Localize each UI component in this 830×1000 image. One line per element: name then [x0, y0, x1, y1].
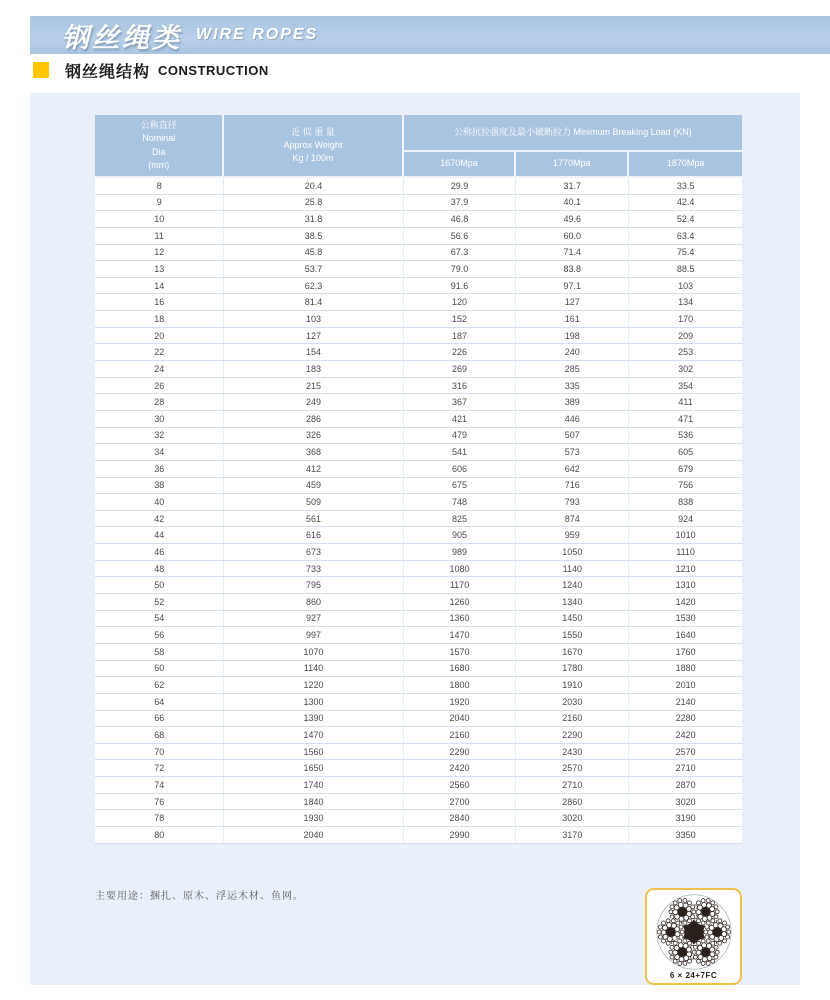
table-cell: 12 [95, 245, 224, 262]
table-cell: 60.0 [516, 228, 629, 245]
table-row [95, 694, 742, 711]
table-row [95, 478, 742, 495]
table-cell: 2860 [516, 794, 629, 811]
table-row [95, 777, 742, 794]
header-breaking-load-group: 公称抗拉强度及最小破断拉力 Minimum Breaking Load (KN) [404, 115, 742, 152]
page-banner [30, 16, 830, 54]
table-cell: 2990 [404, 827, 517, 844]
header-line: 近 似 重 量 [291, 126, 335, 137]
table-cell: 1450 [516, 611, 629, 628]
table-cell: 997 [224, 627, 403, 644]
table-cell: 30 [95, 411, 224, 428]
table-cell: 1800 [404, 677, 517, 694]
table-cell: 1210 [629, 561, 742, 578]
table-cell: 103 [629, 278, 742, 295]
table-row [95, 195, 742, 212]
table-cell: 606 [404, 461, 517, 478]
header-grade-1770: 1770Mpa [516, 152, 629, 178]
table-cell: 68 [95, 727, 224, 744]
table-row [95, 661, 742, 678]
table-row [95, 594, 742, 611]
table-cell: 20.4 [224, 178, 403, 195]
table-cell: 152 [404, 311, 517, 328]
table-cell: 2700 [404, 794, 517, 811]
table-row [95, 378, 742, 395]
table-cell: 209 [629, 328, 742, 345]
table-cell: 198 [516, 328, 629, 345]
table-cell: 63.4 [629, 228, 742, 245]
table-cell: 183 [224, 361, 403, 378]
header-grade-1870: 1870Mpa [629, 152, 742, 178]
table-cell: 240 [516, 344, 629, 361]
table-cell: 605 [629, 444, 742, 461]
table-cell: 642 [516, 461, 629, 478]
table-cell: 1080 [404, 561, 517, 578]
table-row [95, 178, 742, 195]
table-cell: 748 [404, 494, 517, 511]
table-row [95, 577, 742, 594]
table-cell: 1470 [224, 727, 403, 744]
table-cell: 29.9 [404, 178, 517, 195]
table-cell: 62.3 [224, 278, 403, 295]
table-cell: 412 [224, 461, 403, 478]
table-cell: 40 [95, 494, 224, 511]
table-cell: 905 [404, 527, 517, 544]
table-row [95, 711, 742, 728]
table-row [95, 810, 742, 827]
table-row [95, 827, 742, 844]
table-header [95, 115, 742, 178]
table-cell: 1650 [224, 760, 403, 777]
table-cell: 249 [224, 394, 403, 411]
content-panel [30, 93, 800, 985]
table-cell: 1110 [629, 544, 742, 561]
table-cell: 13 [95, 261, 224, 278]
table-row [95, 561, 742, 578]
usage-note: 主要用途：捆扎、原木、浮运木材、鱼网。 [95, 891, 304, 902]
table-cell: 31.7 [516, 178, 629, 195]
table-cell: 1240 [516, 577, 629, 594]
table-cell: 134 [629, 294, 742, 311]
table-row [95, 627, 742, 644]
table-cell: 1300 [224, 694, 403, 711]
table-cell: 1140 [516, 561, 629, 578]
table-row [95, 794, 742, 811]
table-cell: 1140 [224, 661, 403, 678]
table-cell: 42 [95, 511, 224, 528]
table-row [95, 261, 742, 278]
table-cell: 2710 [516, 777, 629, 794]
header-line: Nominal [142, 133, 176, 144]
table-cell: 573 [516, 444, 629, 461]
table-cell: 1010 [629, 527, 742, 544]
table-cell: 2560 [404, 777, 517, 794]
table-cell: 42.4 [629, 195, 742, 212]
table-cell: 302 [629, 361, 742, 378]
table-row [95, 394, 742, 411]
table-row [95, 544, 742, 561]
table-cell: 46 [95, 544, 224, 561]
table-cell: 2430 [516, 744, 629, 761]
table-cell: 1070 [224, 644, 403, 661]
table-cell: 2040 [224, 827, 403, 844]
table-cell: 2010 [629, 677, 742, 694]
table-cell: 825 [404, 511, 517, 528]
table-cell: 1930 [224, 810, 403, 827]
table-cell: 1170 [404, 577, 517, 594]
table-cell: 66 [95, 711, 224, 728]
table-cell: 756 [629, 478, 742, 495]
table-cell: 1760 [629, 644, 742, 661]
rope-construction-label: 6 × 24+7FC [669, 971, 718, 980]
table-cell: 3170 [516, 827, 629, 844]
table-cell: 48 [95, 561, 224, 578]
table-cell: 24 [95, 361, 224, 378]
table-cell: 170 [629, 311, 742, 328]
table-cell: 25.8 [224, 195, 403, 212]
table-cell: 33.5 [629, 178, 742, 195]
table-cell: 2870 [629, 777, 742, 794]
table-cell: 675 [404, 478, 517, 495]
table-cell: 446 [516, 411, 629, 428]
table-cell: 1260 [404, 594, 517, 611]
table-cell: 335 [516, 378, 629, 395]
header-line: Kg / 100m [292, 153, 334, 164]
table-cell: 1310 [629, 577, 742, 594]
table-cell: 32 [95, 428, 224, 445]
table-cell: 1670 [516, 644, 629, 661]
table-cell: 421 [404, 411, 517, 428]
table-cell: 1840 [224, 794, 403, 811]
table-cell: 16 [95, 294, 224, 311]
table-row [95, 511, 742, 528]
table-cell: 1680 [404, 661, 517, 678]
table-row [95, 294, 742, 311]
table-cell: 88.5 [629, 261, 742, 278]
table-cell: 367 [404, 394, 517, 411]
table-cell: 679 [629, 461, 742, 478]
table-cell: 3020 [516, 810, 629, 827]
table-cell: 536 [629, 428, 742, 445]
table-cell: 2710 [629, 760, 742, 777]
table-cell: 316 [404, 378, 517, 395]
table-cell: 46.8 [404, 211, 517, 228]
table-cell: 616 [224, 527, 403, 544]
table-cell: 38.5 [224, 228, 403, 245]
header-line: (mm) [148, 159, 170, 170]
table-cell: 31.8 [224, 211, 403, 228]
table-cell: 2420 [404, 760, 517, 777]
table-cell: 11 [95, 228, 224, 245]
table-row [95, 344, 742, 361]
table-cell: 28 [95, 394, 224, 411]
table-cell: 52 [95, 594, 224, 611]
table-cell: 1420 [629, 594, 742, 611]
table-cell: 2040 [404, 711, 517, 728]
table-cell: 1640 [629, 627, 742, 644]
header-line: Dia [151, 146, 166, 157]
table-cell: 509 [224, 494, 403, 511]
table-row [95, 328, 742, 345]
table-cell: 1220 [224, 677, 403, 694]
table-cell: 2160 [516, 711, 629, 728]
table-cell: 52.4 [629, 211, 742, 228]
table-row [95, 744, 742, 761]
table-cell: 2290 [516, 727, 629, 744]
table-row [95, 527, 742, 544]
table-cell: 120 [404, 294, 517, 311]
table-row [95, 428, 742, 445]
table-cell: 2290 [404, 744, 517, 761]
table-cell: 326 [224, 428, 403, 445]
table-cell: 795 [224, 577, 403, 594]
section-title-zh: 钢丝绳结构 [65, 63, 151, 81]
table-cell: 60 [95, 661, 224, 678]
header-line: Approx Weight [283, 139, 343, 150]
table-cell: 3020 [629, 794, 742, 811]
table-cell: 2570 [629, 744, 742, 761]
table-cell: 54 [95, 611, 224, 628]
table-cell: 1390 [224, 711, 403, 728]
table-cell: 91.6 [404, 278, 517, 295]
table-row [95, 444, 742, 461]
table-cell: 127 [224, 328, 403, 345]
table-cell: 58 [95, 644, 224, 661]
table-row [95, 494, 742, 511]
section-title-en: CONSTRUCTION [158, 62, 269, 78]
table-cell: 2140 [629, 694, 742, 711]
table-cell: 1560 [224, 744, 403, 761]
table-cell: 26 [95, 378, 224, 395]
table-cell: 1910 [516, 677, 629, 694]
table-cell: 1880 [629, 661, 742, 678]
table-cell: 927 [224, 611, 403, 628]
table-cell: 269 [404, 361, 517, 378]
header-nominal-dia [95, 115, 224, 178]
table-cell: 18 [95, 311, 224, 328]
table-cell: 286 [224, 411, 403, 428]
table-cell: 8 [95, 178, 224, 195]
table-cell: 76 [95, 794, 224, 811]
table-cell: 2570 [516, 760, 629, 777]
table-cell: 56 [95, 627, 224, 644]
table-cell: 860 [224, 594, 403, 611]
table-row [95, 311, 742, 328]
table-cell: 226 [404, 344, 517, 361]
table-cell: 97.1 [516, 278, 629, 295]
table-cell: 187 [404, 328, 517, 345]
table-cell: 215 [224, 378, 403, 395]
table-row [95, 228, 742, 245]
table-cell: 1550 [516, 627, 629, 644]
table-cell: 83.8 [516, 261, 629, 278]
table-cell: 1780 [516, 661, 629, 678]
table-cell: 81.4 [224, 294, 403, 311]
spec-table [95, 115, 742, 844]
table-cell: 838 [629, 494, 742, 511]
table-cell: 56.6 [404, 228, 517, 245]
table-cell: 1570 [404, 644, 517, 661]
table-row [95, 760, 742, 777]
header-line: 公称直径 [140, 120, 177, 131]
table-cell: 2420 [629, 727, 742, 744]
banner-title-zh: 钢丝绳类 [62, 22, 182, 53]
table-row [95, 245, 742, 262]
table-row [95, 361, 742, 378]
table-cell: 74 [95, 777, 224, 794]
table-cell: 62 [95, 677, 224, 694]
table-cell: 78 [95, 810, 224, 827]
section-heading [33, 61, 269, 79]
table-cell: 72 [95, 760, 224, 777]
table-cell: 716 [516, 478, 629, 495]
table-row [95, 461, 742, 478]
table-cell: 3350 [629, 827, 742, 844]
table-cell: 2280 [629, 711, 742, 728]
table-cell: 103 [224, 311, 403, 328]
table-cell: 40.1 [516, 195, 629, 212]
table-row [95, 611, 742, 628]
table-cell: 354 [629, 378, 742, 395]
table-cell: 1360 [404, 611, 517, 628]
table-cell: 22 [95, 344, 224, 361]
table-cell: 64 [95, 694, 224, 711]
table-cell: 459 [224, 478, 403, 495]
table-cell: 2160 [404, 727, 517, 744]
table-row [95, 278, 742, 295]
table-cell: 471 [629, 411, 742, 428]
table-cell: 793 [516, 494, 629, 511]
banner-title-en: WIRE ROPES [196, 26, 319, 43]
table-cell: 67.3 [404, 245, 517, 262]
table-row [95, 644, 742, 661]
table-cell: 924 [629, 511, 742, 528]
table-cell: 1470 [404, 627, 517, 644]
table-body [95, 178, 742, 844]
table-row [95, 211, 742, 228]
table-cell: 673 [224, 544, 403, 561]
table-cell: 75.4 [629, 245, 742, 262]
table-cell: 14 [95, 278, 224, 295]
yellow-square-bullet [33, 62, 49, 78]
table-row [95, 727, 742, 744]
table-cell: 1920 [404, 694, 517, 711]
table-cell: 1740 [224, 777, 403, 794]
table-cell: 50 [95, 577, 224, 594]
table-cell: 2030 [516, 694, 629, 711]
table-cell: 507 [516, 428, 629, 445]
table-cell: 874 [516, 511, 629, 528]
table-cell: 36 [95, 461, 224, 478]
table-cell: 71.4 [516, 245, 629, 262]
table-cell: 53.7 [224, 261, 403, 278]
table-cell: 1530 [629, 611, 742, 628]
table-cell: 161 [516, 311, 629, 328]
table-cell: 44 [95, 527, 224, 544]
table-cell: 541 [404, 444, 517, 461]
table-cell: 411 [629, 394, 742, 411]
table-cell: 3190 [629, 810, 742, 827]
header-grade-1670: 1670Mpa [404, 152, 517, 178]
table-cell: 253 [629, 344, 742, 361]
table-cell: 9 [95, 195, 224, 212]
table-cell: 2840 [404, 810, 517, 827]
table-cell: 1340 [516, 594, 629, 611]
table-row [95, 677, 742, 694]
table-cell: 561 [224, 511, 403, 528]
table-cell: 733 [224, 561, 403, 578]
table-cell: 479 [404, 428, 517, 445]
table-cell: 80 [95, 827, 224, 844]
table-cell: 38 [95, 478, 224, 495]
table-cell: 389 [516, 394, 629, 411]
table-cell: 127 [516, 294, 629, 311]
table-cell: 368 [224, 444, 403, 461]
table-cell: 989 [404, 544, 517, 561]
table-cell: 45.8 [224, 245, 403, 262]
table-cell: 154 [224, 344, 403, 361]
header-approx-weight [224, 115, 403, 178]
table-row [95, 411, 742, 428]
rope-construction-card [645, 888, 742, 985]
table-cell: 79.0 [404, 261, 517, 278]
table-cell: 49.6 [516, 211, 629, 228]
table-cell: 34 [95, 444, 224, 461]
table-cell: 1050 [516, 544, 629, 561]
table-cell: 959 [516, 527, 629, 544]
rope-cross-section-icon [653, 894, 735, 970]
table-cell: 37.9 [404, 195, 517, 212]
table-cell: 285 [516, 361, 629, 378]
table-cell: 20 [95, 328, 224, 345]
table-cell: 70 [95, 744, 224, 761]
table-cell: 10 [95, 211, 224, 228]
